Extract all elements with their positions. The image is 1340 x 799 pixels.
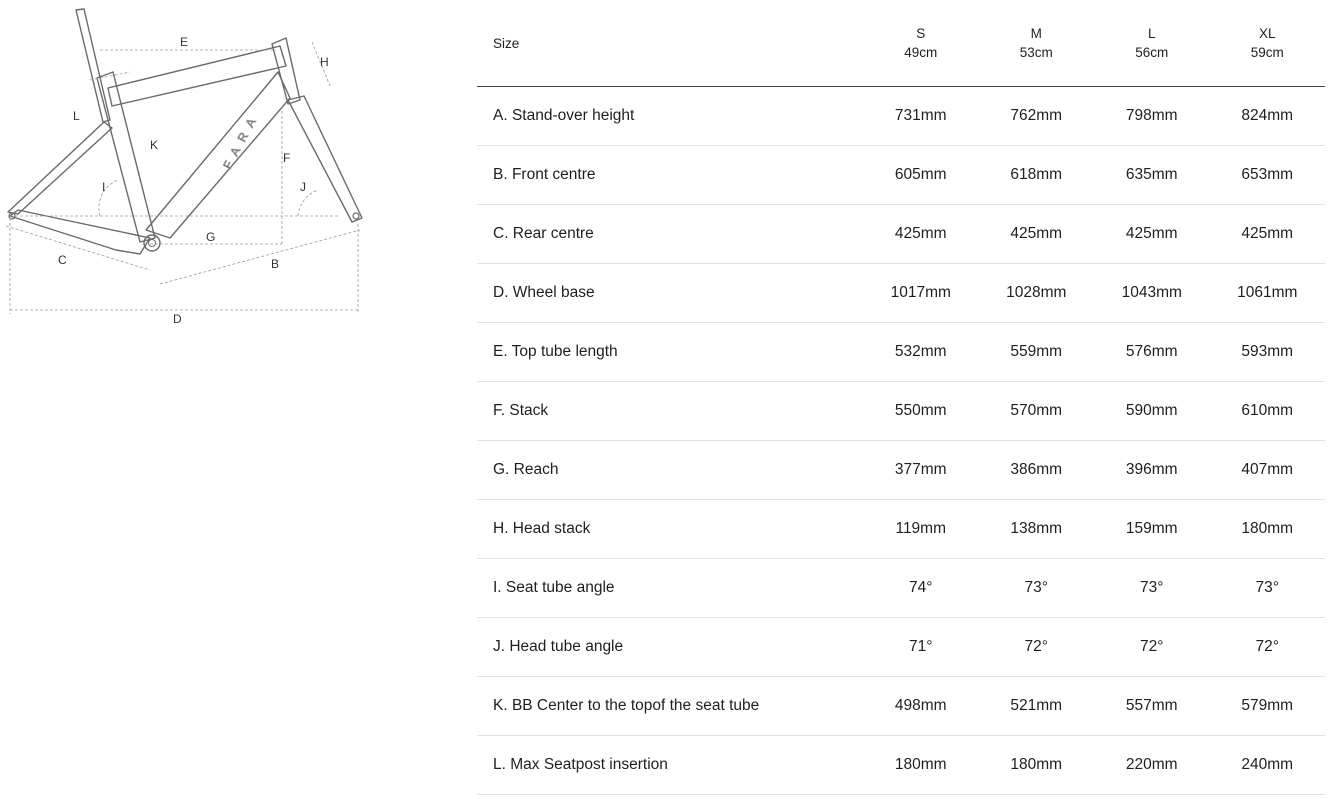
measurement-label: F. Stack — [477, 382, 863, 441]
measurement-value: 425mm — [979, 205, 1095, 264]
size-cm: 49cm — [904, 45, 938, 60]
size-column-m — [979, 0, 1095, 87]
seat-stay — [8, 122, 112, 214]
table-row — [477, 500, 1325, 559]
measurement-value: 1061mm — [1210, 264, 1326, 323]
dim-line-b — [160, 230, 360, 284]
size-column-s — [863, 0, 979, 87]
front-dropout — [353, 213, 359, 219]
measurement-value: 74° — [863, 559, 979, 618]
size-cm: 59cm — [1250, 45, 1284, 60]
measurement-value: 618mm — [979, 146, 1095, 205]
measurement-value: 73° — [1094, 559, 1210, 618]
dim-label-c: C — [58, 253, 67, 267]
table-row — [477, 677, 1325, 736]
dim-label-b: B — [271, 257, 280, 271]
size-column-l — [1094, 0, 1210, 87]
measurement-value: 220mm — [1094, 736, 1210, 795]
geometry-table — [477, 0, 1325, 795]
measurement-value: 72° — [1210, 618, 1326, 677]
down-tube — [146, 72, 290, 238]
table-row — [477, 382, 1325, 441]
measurement-value: 576mm — [1094, 323, 1210, 382]
top-tube — [108, 46, 286, 106]
measurement-value: 425mm — [1094, 205, 1210, 264]
measurement-value: 593mm — [1210, 323, 1326, 382]
measurement-value: 610mm — [1210, 382, 1326, 441]
dim-label-h: H — [320, 55, 329, 69]
measurement-value: 180mm — [1210, 500, 1326, 559]
size-name: XL — [1258, 26, 1276, 41]
measurement-value: 180mm — [979, 736, 1095, 795]
dim-label-j: J — [300, 180, 306, 194]
measurement-value: 798mm — [1094, 87, 1210, 146]
measurement-value: 498mm — [863, 677, 979, 736]
measurement-label: K. BB Center to the topof the seat tube — [477, 677, 863, 736]
dim-label-k: K — [150, 138, 159, 152]
measurement-value: 73° — [1210, 559, 1326, 618]
table-row — [477, 146, 1325, 205]
measurement-value: 550mm — [863, 382, 979, 441]
measurement-label: B. Front centre — [477, 146, 863, 205]
measurement-value: 557mm — [1094, 677, 1210, 736]
measurement-value: 605mm — [863, 146, 979, 205]
table-row — [477, 323, 1325, 382]
measurement-label: E. Top tube length — [477, 323, 863, 382]
dim-line-c — [6, 226, 150, 270]
frame-geometry-diagram — [0, 0, 370, 330]
measurement-value: 119mm — [863, 500, 979, 559]
measurement-value: 72° — [979, 618, 1095, 677]
table-row — [477, 264, 1325, 323]
size-name: L — [1147, 26, 1156, 41]
table-header-row — [477, 0, 1325, 87]
size-cm: 56cm — [1135, 45, 1169, 60]
measurement-value: 71° — [863, 618, 979, 677]
measurement-value: 635mm — [1094, 146, 1210, 205]
measurement-label: I. Seat tube angle — [477, 559, 863, 618]
measurement-value: 532mm — [863, 323, 979, 382]
measurement-value: 159mm — [1094, 500, 1210, 559]
measurement-label: D. Wheel base — [477, 264, 863, 323]
fork — [288, 96, 362, 222]
measurement-value: 653mm — [1210, 146, 1326, 205]
measurement-value: 407mm — [1210, 441, 1326, 500]
measurement-label: J. Head tube angle — [477, 618, 863, 677]
size-cm: 53cm — [1019, 45, 1053, 60]
seatpost — [76, 9, 110, 122]
measurement-value: 762mm — [979, 87, 1095, 146]
measurement-label: A. Stand-over height — [477, 87, 863, 146]
frame-brand-text: FARA — [220, 108, 263, 172]
measurement-value: 377mm — [863, 441, 979, 500]
chain-stay — [10, 210, 150, 254]
measurement-value: 1028mm — [979, 264, 1095, 323]
measurement-label: L. Max Seatpost insertion — [477, 736, 863, 795]
measurement-value: 824mm — [1210, 87, 1326, 146]
size-column-xl — [1210, 0, 1326, 87]
measurement-value: 1017mm — [863, 264, 979, 323]
head-tube — [272, 38, 300, 104]
measurement-value: 570mm — [979, 382, 1095, 441]
measurement-value: 180mm — [863, 736, 979, 795]
table-row — [477, 205, 1325, 264]
measurement-value: 425mm — [1210, 205, 1326, 264]
dim-label-l: L — [73, 109, 80, 123]
size-name: S — [916, 26, 926, 41]
measurement-value: 73° — [979, 559, 1095, 618]
dim-label-i: I — [102, 180, 106, 194]
measurement-label: H. Head stack — [477, 500, 863, 559]
measurement-label: G. Reach — [477, 441, 863, 500]
measurement-value: 590mm — [1094, 382, 1210, 441]
measurement-value: 138mm — [979, 500, 1095, 559]
size-name: M — [1030, 26, 1042, 41]
table-row — [477, 736, 1325, 795]
dim-label-f: F — [283, 151, 291, 165]
measurement-value: 559mm — [979, 323, 1095, 382]
measurement-label: C. Rear centre — [477, 205, 863, 264]
measurement-value: 240mm — [1210, 736, 1326, 795]
table-row — [477, 87, 1325, 146]
measurement-value: 1043mm — [1094, 264, 1210, 323]
measurement-value: 386mm — [979, 441, 1095, 500]
table-row — [477, 559, 1325, 618]
measurement-value: 579mm — [1210, 677, 1326, 736]
measurement-value: 72° — [1094, 618, 1210, 677]
measurement-value: 425mm — [863, 205, 979, 264]
dim-label-e: E — [180, 35, 189, 49]
table-row — [477, 618, 1325, 677]
dim-label-g: G — [206, 230, 216, 244]
measurement-value: 521mm — [979, 677, 1095, 736]
dim-label-d: D — [173, 312, 182, 326]
measurement-value: 396mm — [1094, 441, 1210, 500]
measurement-value: 731mm — [863, 87, 979, 146]
bottom-bracket-axle — [149, 240, 156, 247]
size-header-label: Size — [477, 0, 863, 87]
table-row — [477, 441, 1325, 500]
